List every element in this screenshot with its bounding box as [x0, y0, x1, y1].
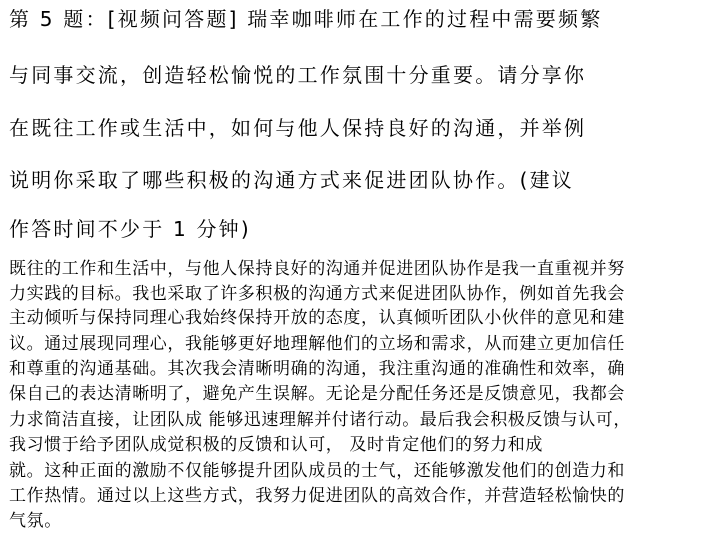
question-line: 在既往工作或生活中，如何与他人保持良好的沟通，并举例	[9, 116, 587, 140]
answer-line: 和尊重的沟通基础。其次我会清晰明确的沟通，我注重沟通的准确性和效率，确	[9, 359, 625, 379]
answer-line: 就。这种正面的激励不仅能够提升团队成员的士气，还能够激发他们的创造力和	[9, 461, 625, 481]
answer-line: 气氛。	[9, 511, 62, 531]
answer-line: 主动倾听与保持同理心我始终保持开放的态度，认真倾听团队小伙伴的意见和建	[9, 308, 625, 328]
answer-line: 工作热情。通过以上这些方式，我努力促进团队的高效合作，并营造轻松愉快的	[9, 486, 625, 506]
question-line: 第 5 题：[视频问答题] 瑞幸咖啡师在工作的过程中需要频繁	[9, 7, 603, 31]
answer-line: 保自己的表达清晰明了，避免产生误解。无论是分配任务还是反馈意见，我都会	[9, 384, 625, 404]
answer-line: 我习惯于给予团队成觉积极的反馈和认可， 及时肯定他们的努力和成	[9, 435, 544, 455]
answer-line: 议。通过展现同理心，我能够更好地理解他们的立场和需求，从而建立更加信任	[9, 334, 625, 354]
question-line: 与同事交流，创造轻松愉悦的工作氛围十分重要。请分享你	[9, 63, 587, 87]
question-line: 说明你采取了哪些积极的沟通方式来促进团队协作。(建议	[9, 168, 575, 192]
answer-line: 力实践的目标。我也采取了许多积极的沟通方式来促进团队协作，例如首先我会	[9, 284, 625, 304]
question-line: 作答时间不少于 1 分钟)	[9, 217, 251, 241]
answer-line: 力求简洁直接，让团队成 能够迅速理解并付诸行动。最后我会积极反馈与认可，	[9, 410, 632, 430]
answer-line: 既往的工作和生活中，与他人保持良好的沟通并促进团队协作是我一直重视并努	[9, 259, 625, 279]
